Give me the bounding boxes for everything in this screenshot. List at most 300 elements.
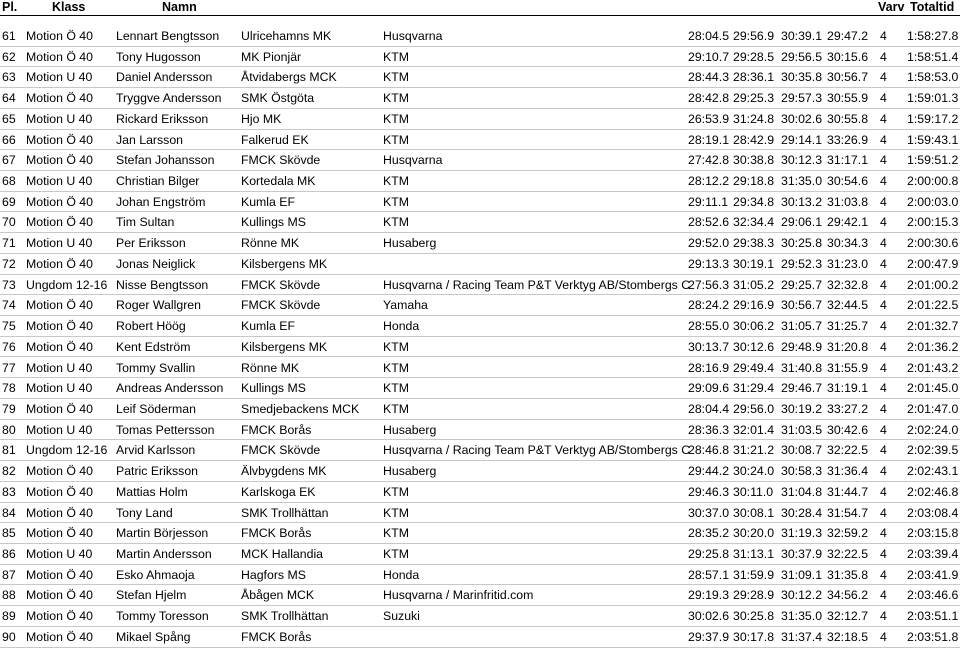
cell-laps: 4 bbox=[880, 132, 887, 147]
cell-lap-4: 31:20.8 bbox=[827, 339, 869, 354]
cell-lap-2: 30:25.8 bbox=[733, 609, 775, 624]
cell-total-time: 2:01:45.0 bbox=[907, 381, 959, 396]
cell-laps: 4 bbox=[880, 505, 887, 520]
cell-club: Karlskoga EK bbox=[241, 484, 316, 499]
cell-class: Motion Ö 40 bbox=[26, 609, 93, 624]
cell-name: Jonas Neiglick bbox=[116, 256, 196, 271]
cell-lap-4: 30:34.3 bbox=[827, 236, 869, 251]
table-row bbox=[0, 378, 960, 399]
cell-laps: 4 bbox=[880, 236, 887, 251]
cell-name: Nisse Bengtsson bbox=[116, 277, 209, 292]
cell-name: Patric Eriksson bbox=[116, 464, 199, 479]
cell-laps: 4 bbox=[880, 381, 887, 396]
cell-club: Hagfors MS bbox=[241, 567, 306, 582]
table-row bbox=[0, 337, 960, 358]
cell-name: Rickard Eriksson bbox=[116, 111, 209, 126]
cell-lap-4: 31:54.7 bbox=[827, 505, 869, 520]
cell-club: Kilsbergens MK bbox=[241, 339, 328, 354]
cell-total-time: 2:00:00.8 bbox=[907, 174, 959, 189]
cell-name: Esko Ahmaoja bbox=[116, 567, 195, 582]
cell-lap-4: 31:19.1 bbox=[827, 381, 869, 396]
cell-lap-1: 30:37.0 bbox=[688, 505, 730, 520]
cell-total-time: 2:01:32.7 bbox=[907, 319, 959, 334]
cell-brand: KTM bbox=[383, 49, 409, 64]
cell-lap-4: 32:59.2 bbox=[827, 526, 869, 541]
cell-name: Stefan Hjelm bbox=[116, 588, 187, 603]
cell-placement: 82 bbox=[2, 464, 16, 479]
cell-club: MCK Hallandia bbox=[241, 547, 324, 561]
cell-total-time: 1:58:53.0 bbox=[907, 70, 959, 85]
cell-lap-4: 32:18.5 bbox=[827, 629, 869, 644]
cell-lap-1: 28:55.0 bbox=[688, 319, 730, 334]
cell-lap-2: 32:34.4 bbox=[733, 215, 775, 230]
cell-club: Falkerud EK bbox=[241, 132, 309, 147]
cell-total-time: 2:00:47.9 bbox=[907, 256, 959, 271]
cell-placement: 73 bbox=[2, 277, 16, 292]
cell-lap-4: 34:56.2 bbox=[827, 588, 869, 603]
cell-total-time: 2:03:46.6 bbox=[907, 588, 959, 603]
cell-lap-4: 29:47.2 bbox=[827, 29, 869, 43]
cell-lap-2: 29:18.8 bbox=[733, 174, 775, 189]
cell-lap-1: 30:02.6 bbox=[688, 609, 730, 624]
table-row bbox=[0, 482, 960, 503]
cell-club: Älvbygdens MK bbox=[241, 464, 327, 479]
cell-name: Stefan Johansson bbox=[116, 153, 215, 168]
cell-name: Christian Bilger bbox=[116, 174, 200, 189]
cell-total-time: 1:59:51.2 bbox=[907, 153, 959, 168]
table-row bbox=[0, 192, 960, 213]
cell-club: Kullings MS bbox=[241, 215, 306, 230]
cell-lap-2: 31:59.9 bbox=[733, 567, 775, 582]
cell-lap-1: 28:04.5 bbox=[688, 29, 730, 43]
cell-lap-3: 30:02.6 bbox=[781, 111, 823, 126]
cell-lap-3: 31:35.0 bbox=[781, 174, 823, 189]
cell-lap-1: 29:44.2 bbox=[688, 464, 730, 479]
cell-club: FMCK Skövde bbox=[241, 153, 321, 168]
cell-lap-1: 28:12.2 bbox=[688, 174, 730, 189]
cell-lap-4: 30:42.6 bbox=[827, 422, 869, 437]
cell-class: Motion Ö 40 bbox=[26, 91, 93, 106]
cell-placement: 90 bbox=[2, 629, 16, 644]
cell-lap-1: 28:46.8 bbox=[688, 443, 730, 458]
cell-total-time: 2:03:39.4 bbox=[907, 547, 959, 561]
cell-lap-3: 31:05.7 bbox=[781, 319, 823, 334]
cell-lap-3: 30:39.1 bbox=[781, 29, 823, 43]
cell-brand: KTM bbox=[383, 111, 409, 126]
cell-brand: Yamaha bbox=[383, 298, 428, 313]
table-row bbox=[0, 565, 960, 586]
table-row bbox=[0, 295, 960, 316]
cell-club: FMCK Skövde bbox=[241, 298, 321, 313]
cell-total-time: 2:02:46.8 bbox=[907, 484, 959, 499]
cell-laps: 4 bbox=[880, 526, 887, 541]
cell-lap-2: 29:56.0 bbox=[733, 401, 775, 416]
cell-brand: KTM bbox=[383, 381, 409, 396]
header-namn: Namn bbox=[162, 0, 197, 14]
cell-lap-3: 30:12.3 bbox=[781, 153, 823, 168]
cell-name: Martin Börjesson bbox=[116, 526, 209, 541]
cell-laps: 4 bbox=[880, 588, 887, 603]
cell-lap-1: 29:46.3 bbox=[688, 484, 730, 499]
cell-lap-2: 31:29.4 bbox=[733, 381, 775, 396]
cell-name: Leif Söderman bbox=[116, 401, 196, 416]
cell-laps: 4 bbox=[880, 256, 887, 271]
cell-class: Motion U 40 bbox=[26, 70, 93, 85]
cell-placement: 86 bbox=[2, 547, 16, 561]
cell-lap-3: 29:56.5 bbox=[781, 49, 823, 64]
cell-club: SMK Östgöta bbox=[241, 91, 315, 106]
cell-name: Mattias Holm bbox=[116, 484, 188, 499]
cell-lap-4: 32:22.5 bbox=[827, 547, 869, 561]
table-row bbox=[0, 150, 960, 171]
cell-name: Jan Larsson bbox=[116, 132, 183, 147]
cell-lap-4: 31:23.0 bbox=[827, 256, 869, 271]
cell-placement: 68 bbox=[2, 174, 16, 189]
cell-laps: 4 bbox=[880, 609, 887, 624]
cell-class: Motion U 40 bbox=[26, 360, 93, 375]
cell-lap-2: 31:13.1 bbox=[733, 547, 775, 561]
cell-club: FMCK Borås bbox=[241, 526, 312, 541]
cell-laps: 4 bbox=[880, 401, 887, 416]
cell-lap-1: 28:36.3 bbox=[688, 422, 730, 437]
cell-lap-3: 30:19.2 bbox=[781, 401, 823, 416]
cell-brand: KTM bbox=[383, 91, 409, 106]
header-varv: Varv bbox=[878, 0, 905, 14]
cell-total-time: 2:01:43.2 bbox=[907, 360, 959, 375]
table-row bbox=[0, 358, 960, 379]
cell-name: Kent Edström bbox=[116, 339, 191, 354]
table-row bbox=[0, 544, 960, 565]
cell-lap-4: 30:55.9 bbox=[827, 91, 869, 106]
cell-laps: 4 bbox=[880, 443, 887, 458]
cell-placement: 88 bbox=[2, 588, 16, 603]
cell-lap-3: 30:37.9 bbox=[781, 547, 823, 561]
cell-lap-1: 26:53.9 bbox=[688, 111, 730, 126]
cell-brand: Husaberg bbox=[383, 236, 437, 251]
cell-name: Johan Engström bbox=[116, 194, 206, 209]
cell-placement: 76 bbox=[2, 339, 16, 354]
cell-lap-3: 30:08.7 bbox=[781, 443, 823, 458]
cell-class: Motion Ö 40 bbox=[26, 215, 93, 230]
cell-total-time: 2:00:15.3 bbox=[907, 215, 959, 230]
cell-placement: 66 bbox=[2, 132, 16, 147]
cell-brand: Husqvarna / Racing Team P&T Verktyg AB/Stombergs C bbox=[383, 277, 691, 292]
cell-lap-4: 31:03.8 bbox=[827, 194, 869, 209]
cell-class: Motion Ö 40 bbox=[26, 567, 93, 582]
cell-brand: KTM bbox=[383, 484, 409, 499]
cell-club: FMCK Borås bbox=[241, 422, 312, 437]
cell-brand: KTM bbox=[383, 70, 409, 85]
cell-class: Motion U 40 bbox=[26, 422, 93, 437]
cell-total-time: 1:58:27.8 bbox=[907, 29, 959, 43]
cell-class: Motion Ö 40 bbox=[26, 298, 93, 313]
cell-brand: KTM bbox=[383, 401, 409, 416]
cell-total-time: 1:59:17.2 bbox=[907, 111, 959, 126]
cell-placement: 74 bbox=[2, 298, 16, 313]
cell-club: Rönne MK bbox=[241, 360, 300, 375]
cell-name: Daniel Andersson bbox=[116, 70, 213, 85]
cell-lap-2: 30:17.8 bbox=[733, 629, 775, 644]
cell-class: Motion Ö 40 bbox=[26, 484, 93, 499]
cell-lap-4: 32:44.5 bbox=[827, 298, 869, 313]
cell-class: Motion Ö 40 bbox=[26, 49, 93, 64]
cell-class: Motion U 40 bbox=[26, 236, 93, 251]
cell-lap-1: 29:52.0 bbox=[688, 236, 730, 251]
cell-laps: 4 bbox=[880, 91, 887, 106]
cell-laps: 4 bbox=[880, 70, 887, 85]
cell-class: Motion Ö 40 bbox=[26, 132, 93, 147]
cell-placement: 81 bbox=[2, 443, 16, 458]
cell-lap-3: 30:13.2 bbox=[781, 194, 823, 209]
cell-class: Motion U 40 bbox=[26, 111, 93, 126]
cell-class: Ungdom 12-16 bbox=[26, 277, 108, 292]
cell-lap-2: 28:42.9 bbox=[733, 132, 775, 147]
cell-placement: 64 bbox=[2, 91, 16, 106]
cell-placement: 85 bbox=[2, 526, 16, 541]
cell-brand: KTM bbox=[383, 547, 409, 561]
cell-lap-1: 28:24.2 bbox=[688, 298, 730, 313]
cell-lap-2: 28:36.1 bbox=[733, 70, 775, 85]
cell-lap-1: 28:16.9 bbox=[688, 360, 730, 375]
cell-lap-3: 30:56.7 bbox=[781, 298, 823, 313]
cell-name: Arvid Karlsson bbox=[116, 443, 196, 458]
cell-brand: Husqvarna bbox=[383, 29, 443, 43]
cell-brand: Honda bbox=[383, 567, 420, 582]
cell-lap-4: 30:55.8 bbox=[827, 111, 869, 126]
cell-brand: KTM bbox=[383, 339, 409, 354]
cell-name: Tomas Pettersson bbox=[116, 422, 215, 437]
table-row bbox=[0, 109, 960, 130]
cell-lap-1: 28:57.1 bbox=[688, 567, 730, 582]
cell-class: Motion Ö 40 bbox=[26, 29, 93, 43]
cell-lap-4: 29:42.1 bbox=[827, 215, 869, 230]
cell-club: FMCK Borås bbox=[241, 629, 312, 644]
cell-name: Per Eriksson bbox=[116, 236, 186, 251]
cell-laps: 4 bbox=[880, 629, 887, 644]
cell-class: Motion Ö 40 bbox=[26, 194, 93, 209]
cell-class: Motion Ö 40 bbox=[26, 464, 93, 479]
header-pl: Pl. bbox=[2, 0, 18, 14]
cell-placement: 84 bbox=[2, 505, 16, 520]
cell-lap-1: 29:37.9 bbox=[688, 629, 730, 644]
cell-laps: 4 bbox=[880, 339, 887, 354]
cell-placement: 62 bbox=[2, 49, 16, 64]
cell-lap-1: 30:13.7 bbox=[688, 339, 730, 354]
cell-lap-1: 29:11.1 bbox=[688, 194, 729, 209]
cell-lap-1: 28:04.4 bbox=[688, 401, 730, 416]
cell-lap-4: 30:54.6 bbox=[827, 174, 869, 189]
cell-lap-4: 30:56.7 bbox=[827, 70, 869, 85]
cell-class: Motion U 40 bbox=[26, 381, 93, 396]
cell-class: Motion Ö 40 bbox=[26, 319, 93, 334]
cell-laps: 4 bbox=[880, 422, 887, 437]
table-row bbox=[0, 316, 960, 337]
cell-club: FMCK Skövde bbox=[241, 277, 321, 292]
cell-laps: 4 bbox=[880, 215, 887, 230]
cell-total-time: 2:03:15.8 bbox=[907, 526, 959, 541]
cell-brand: KTM bbox=[383, 215, 409, 230]
cell-lap-4: 31:35.8 bbox=[827, 567, 869, 582]
cell-total-time: 2:03:51.1 bbox=[907, 609, 959, 624]
cell-lap-3: 29:06.1 bbox=[781, 215, 823, 230]
cell-placement: 61 bbox=[2, 29, 16, 43]
cell-lap-4: 32:12.7 bbox=[827, 609, 869, 624]
cell-lap-2: 30:38.8 bbox=[733, 153, 775, 168]
table-row bbox=[0, 171, 960, 192]
cell-brand: Honda bbox=[383, 319, 420, 334]
cell-laps: 4 bbox=[880, 111, 887, 126]
cell-lap-3: 31:03.5 bbox=[781, 422, 823, 437]
cell-laps: 4 bbox=[880, 277, 887, 292]
cell-class: Motion U 40 bbox=[26, 547, 93, 561]
cell-placement: 67 bbox=[2, 153, 16, 168]
table-row bbox=[0, 440, 960, 461]
cell-lap-2: 31:24.8 bbox=[733, 111, 775, 126]
cell-lap-3: 29:48.9 bbox=[781, 339, 823, 354]
cell-lap-4: 31:44.7 bbox=[827, 484, 869, 499]
cell-laps: 4 bbox=[880, 49, 887, 64]
cell-lap-3: 31:35.0 bbox=[781, 609, 823, 624]
cell-club: SMK Trollhättan bbox=[241, 505, 329, 520]
table-row bbox=[0, 461, 960, 482]
cell-name: Tryggve Andersson bbox=[116, 91, 222, 106]
cell-brand: Husqvarna / Marinfritid.com bbox=[383, 588, 534, 603]
cell-lap-4: 32:22.5 bbox=[827, 443, 869, 458]
cell-lap-4: 33:27.2 bbox=[827, 401, 869, 416]
cell-brand: Husaberg bbox=[383, 422, 437, 437]
cell-lap-3: 30:12.2 bbox=[781, 588, 823, 603]
cell-lap-2: 30:20.0 bbox=[733, 526, 775, 541]
cell-lap-3: 30:25.8 bbox=[781, 236, 823, 251]
cell-total-time: 2:03:08.4 bbox=[907, 505, 959, 520]
cell-lap-3: 29:52.3 bbox=[781, 256, 823, 271]
cell-lap-3: 31:09.1 bbox=[781, 567, 823, 582]
table-row bbox=[0, 399, 960, 420]
cell-lap-1: 28:19.1 bbox=[688, 132, 730, 147]
cell-lap-2: 29:49.4 bbox=[733, 360, 775, 375]
cell-class: Motion Ö 40 bbox=[26, 256, 93, 271]
cell-lap-3: 30:58.3 bbox=[781, 464, 823, 479]
cell-lap-2: 30:12.6 bbox=[733, 339, 775, 354]
cell-brand: Husqvarna / Racing Team P&T Verktyg AB/Stombergs C bbox=[383, 443, 691, 458]
cell-lap-3: 31:19.3 bbox=[781, 526, 823, 541]
cell-club: SMK Trollhättan bbox=[241, 609, 329, 624]
cell-class: Motion Ö 40 bbox=[26, 153, 93, 168]
cell-lap-3: 29:25.7 bbox=[781, 277, 823, 292]
cell-total-time: 2:01:22.5 bbox=[907, 298, 959, 313]
cell-lap-2: 31:21.2 bbox=[733, 443, 775, 458]
cell-placement: 65 bbox=[2, 111, 16, 126]
cell-lap-2: 32:01.4 bbox=[733, 422, 775, 437]
cell-total-time: 2:01:47.0 bbox=[907, 401, 959, 416]
cell-lap-1: 27:56.3 bbox=[688, 277, 730, 292]
cell-club: FMCK Skövde bbox=[241, 443, 321, 458]
cell-lap-2: 30:08.1 bbox=[733, 505, 775, 520]
table-row bbox=[0, 523, 960, 544]
cell-lap-4: 31:36.4 bbox=[827, 464, 869, 479]
cell-lap-1: 28:35.2 bbox=[688, 526, 730, 541]
cell-lap-4: 33:26.9 bbox=[827, 132, 869, 147]
cell-brand: KTM bbox=[383, 526, 409, 541]
cell-brand: KTM bbox=[383, 505, 409, 520]
cell-name: Tommy Toresson bbox=[116, 609, 209, 624]
cell-brand: Husqvarna bbox=[383, 153, 443, 168]
cell-name: Roger Wallgren bbox=[116, 298, 201, 313]
cell-lap-1: 29:10.7 bbox=[688, 49, 730, 64]
cell-placement: 69 bbox=[2, 194, 16, 209]
cell-lap-2: 29:25.3 bbox=[733, 91, 775, 106]
cell-club: Kumla EF bbox=[241, 319, 295, 334]
cell-placement: 89 bbox=[2, 609, 16, 624]
cell-club: Kumla EF bbox=[241, 194, 295, 209]
cell-laps: 4 bbox=[880, 484, 887, 499]
cell-lap-3: 29:57.3 bbox=[781, 91, 823, 106]
cell-lap-1: 27:42.8 bbox=[688, 153, 730, 168]
cell-placement: 79 bbox=[2, 401, 16, 416]
cell-club: Hjo MK bbox=[241, 111, 282, 126]
cell-lap-1: 28:44.3 bbox=[688, 70, 730, 85]
cell-lap-2: 29:28.9 bbox=[733, 588, 775, 603]
cell-placement: 78 bbox=[2, 381, 16, 396]
cell-laps: 4 bbox=[880, 360, 887, 375]
cell-total-time: 1:58:51.4 bbox=[907, 49, 959, 64]
table-row bbox=[0, 233, 960, 254]
cell-laps: 4 bbox=[880, 298, 887, 313]
cell-total-time: 2:02:39.5 bbox=[907, 443, 959, 458]
cell-lap-3: 30:28.4 bbox=[781, 505, 823, 520]
cell-laps: 4 bbox=[880, 464, 887, 479]
table-row bbox=[0, 585, 960, 606]
cell-club: MK Pionjär bbox=[241, 49, 302, 64]
cell-lap-2: 30:11.0 bbox=[733, 484, 774, 499]
table-header bbox=[0, 0, 960, 16]
cell-lap-3: 31:40.8 bbox=[781, 360, 823, 375]
cell-lap-3: 29:46.7 bbox=[781, 381, 823, 396]
table-row bbox=[0, 627, 960, 648]
cell-lap-4: 31:25.7 bbox=[827, 319, 869, 334]
header-divider bbox=[0, 15, 960, 16]
table-row bbox=[0, 606, 960, 627]
cell-lap-4: 32:32.8 bbox=[827, 277, 869, 292]
cell-lap-2: 30:19.1 bbox=[733, 256, 775, 271]
header-klass: Klass bbox=[52, 0, 86, 14]
cell-laps: 4 bbox=[880, 194, 887, 209]
cell-lap-1: 29:13.3 bbox=[688, 256, 730, 271]
cell-lap-2: 29:38.3 bbox=[733, 236, 775, 251]
cell-club: Smedjebackens MCK bbox=[241, 401, 360, 416]
cell-lap-2: 30:06.2 bbox=[733, 319, 775, 334]
table-row bbox=[0, 130, 960, 151]
cell-name: Lennart Bengtsson bbox=[116, 29, 220, 43]
cell-total-time: 2:03:51.8 bbox=[907, 629, 959, 644]
cell-lap-3: 31:37.4 bbox=[781, 629, 823, 644]
cell-lap-4: 30:15.6 bbox=[827, 49, 869, 64]
cell-placement: 77 bbox=[2, 360, 16, 375]
cell-class: Ungdom 12-16 bbox=[26, 443, 108, 458]
cell-lap-2: 29:56.9 bbox=[733, 29, 775, 43]
cell-name: Tim Sultan bbox=[116, 215, 175, 230]
cell-brand: KTM bbox=[383, 194, 409, 209]
cell-name: Tony Land bbox=[116, 505, 173, 520]
cell-club: Rönne MK bbox=[241, 236, 300, 251]
cell-club: Ulricehamns MK bbox=[241, 29, 332, 43]
cell-total-time: 1:59:01.3 bbox=[907, 91, 959, 106]
cell-laps: 4 bbox=[880, 153, 887, 168]
cell-placement: 83 bbox=[2, 484, 16, 499]
table-row bbox=[0, 420, 960, 441]
cell-club: Åtvidabergs MCK bbox=[241, 70, 337, 85]
cell-placement: 70 bbox=[2, 215, 16, 230]
